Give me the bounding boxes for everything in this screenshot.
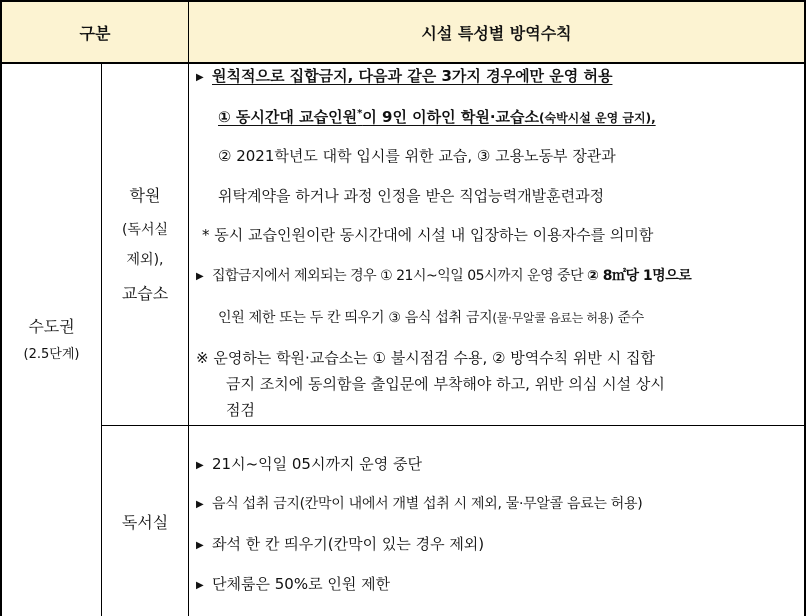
triangle-right-icon: ▶ — [196, 499, 204, 510]
header-rules — [189, 2, 804, 62]
reading-room-rule-1: ▶ 21시~익일 05시까지 운영 중단 — [196, 454, 422, 476]
academy-label: 학원 — [129, 185, 161, 205]
academy-notice-line-3: 점검 — [226, 401, 255, 419]
reading-room-rule-2: ▶ 음식 섭취 금지(칸막이 내에서 개별 섭취 시 제외, 물·무알콜 음료는 허용) — [196, 494, 642, 515]
header-rules-label: 시설 특성별 방역수칙 — [421, 23, 572, 43]
academy-rule-footnote: * 동시 교습인원이란 동시간대에 시설 내 입장하는 이용자수를 의미함 — [202, 226, 654, 244]
academy-rule-line-3: ② 2021학년도 대학 입시를 위한 교습, ③ 고용노동부 장관과 — [218, 147, 616, 165]
reading-room-cell — [102, 426, 188, 616]
region-cell — [2, 64, 101, 616]
academy-rule-line-6: ▶ 집합금지에서 제외되는 경우 ① 21시~익일 05시까지 운영 중단 ② 8㎡당 1명으로 — [196, 266, 691, 287]
triangle-right-icon: ▶ — [196, 271, 204, 282]
academy-cell — [102, 64, 188, 425]
triangle-right-icon: ▶ — [196, 540, 204, 551]
region-level: (2.5단계) — [23, 347, 80, 362]
academy-rule-line-4: 위탁계약을 하거나 과정 인정을 받은 직업능력개발훈련과정 — [218, 187, 605, 205]
academy-rule-line-2: ① 동시간대 교습인원*이 9인 이하인 학원·교습소(숙박시설 운영 금지), — [218, 108, 656, 126]
academy-note-1: (독서실 — [121, 221, 169, 238]
triangle-right-icon: ▶ — [196, 460, 204, 471]
header-category — [2, 2, 188, 62]
triangle-right-icon: ▶ — [196, 72, 204, 83]
academy-rule-line-1: ▶ 원칙적으로 집합금지, 다음과 같은 3가지 경우에만 운영 허용 — [196, 66, 612, 88]
column-divider — [188, 0, 189, 616]
academy-note-2: 제외), — [126, 251, 164, 268]
academy-notice-line-2: 금지 조치에 동의함을 출입문에 부착해야 하고, 위반 의심 시설 상시 — [226, 375, 665, 393]
reading-room-rule-3: ▶ 좌석 한 칸 띄우기(칸막이 있는 경우 제외) — [196, 534, 484, 556]
academy-label-2: 교습소 — [121, 283, 169, 303]
academy-rule-line-7: 인원 제한 또는 두 칸 띄우기 ③ 음식 섭취 금지(물·무알콜 음료는 허용) 준수 — [218, 310, 644, 326]
reading-room-rule-4: ▶ 단체룸은 50%로 인원 제한 — [196, 574, 390, 596]
row-divider — [101, 425, 806, 426]
border-top — [0, 0, 806, 2]
header-category-label: 구분 — [79, 23, 111, 43]
region-name: 수도권 — [28, 317, 75, 336]
reading-room-label: 독서실 — [121, 512, 169, 532]
triangle-right-icon: ▶ — [196, 580, 204, 591]
academy-notice-line-1: ※ 운영하는 학원·교습소는 ① 불시점검 수용, ② 방역수칙 위반 시 집합 — [196, 349, 655, 367]
